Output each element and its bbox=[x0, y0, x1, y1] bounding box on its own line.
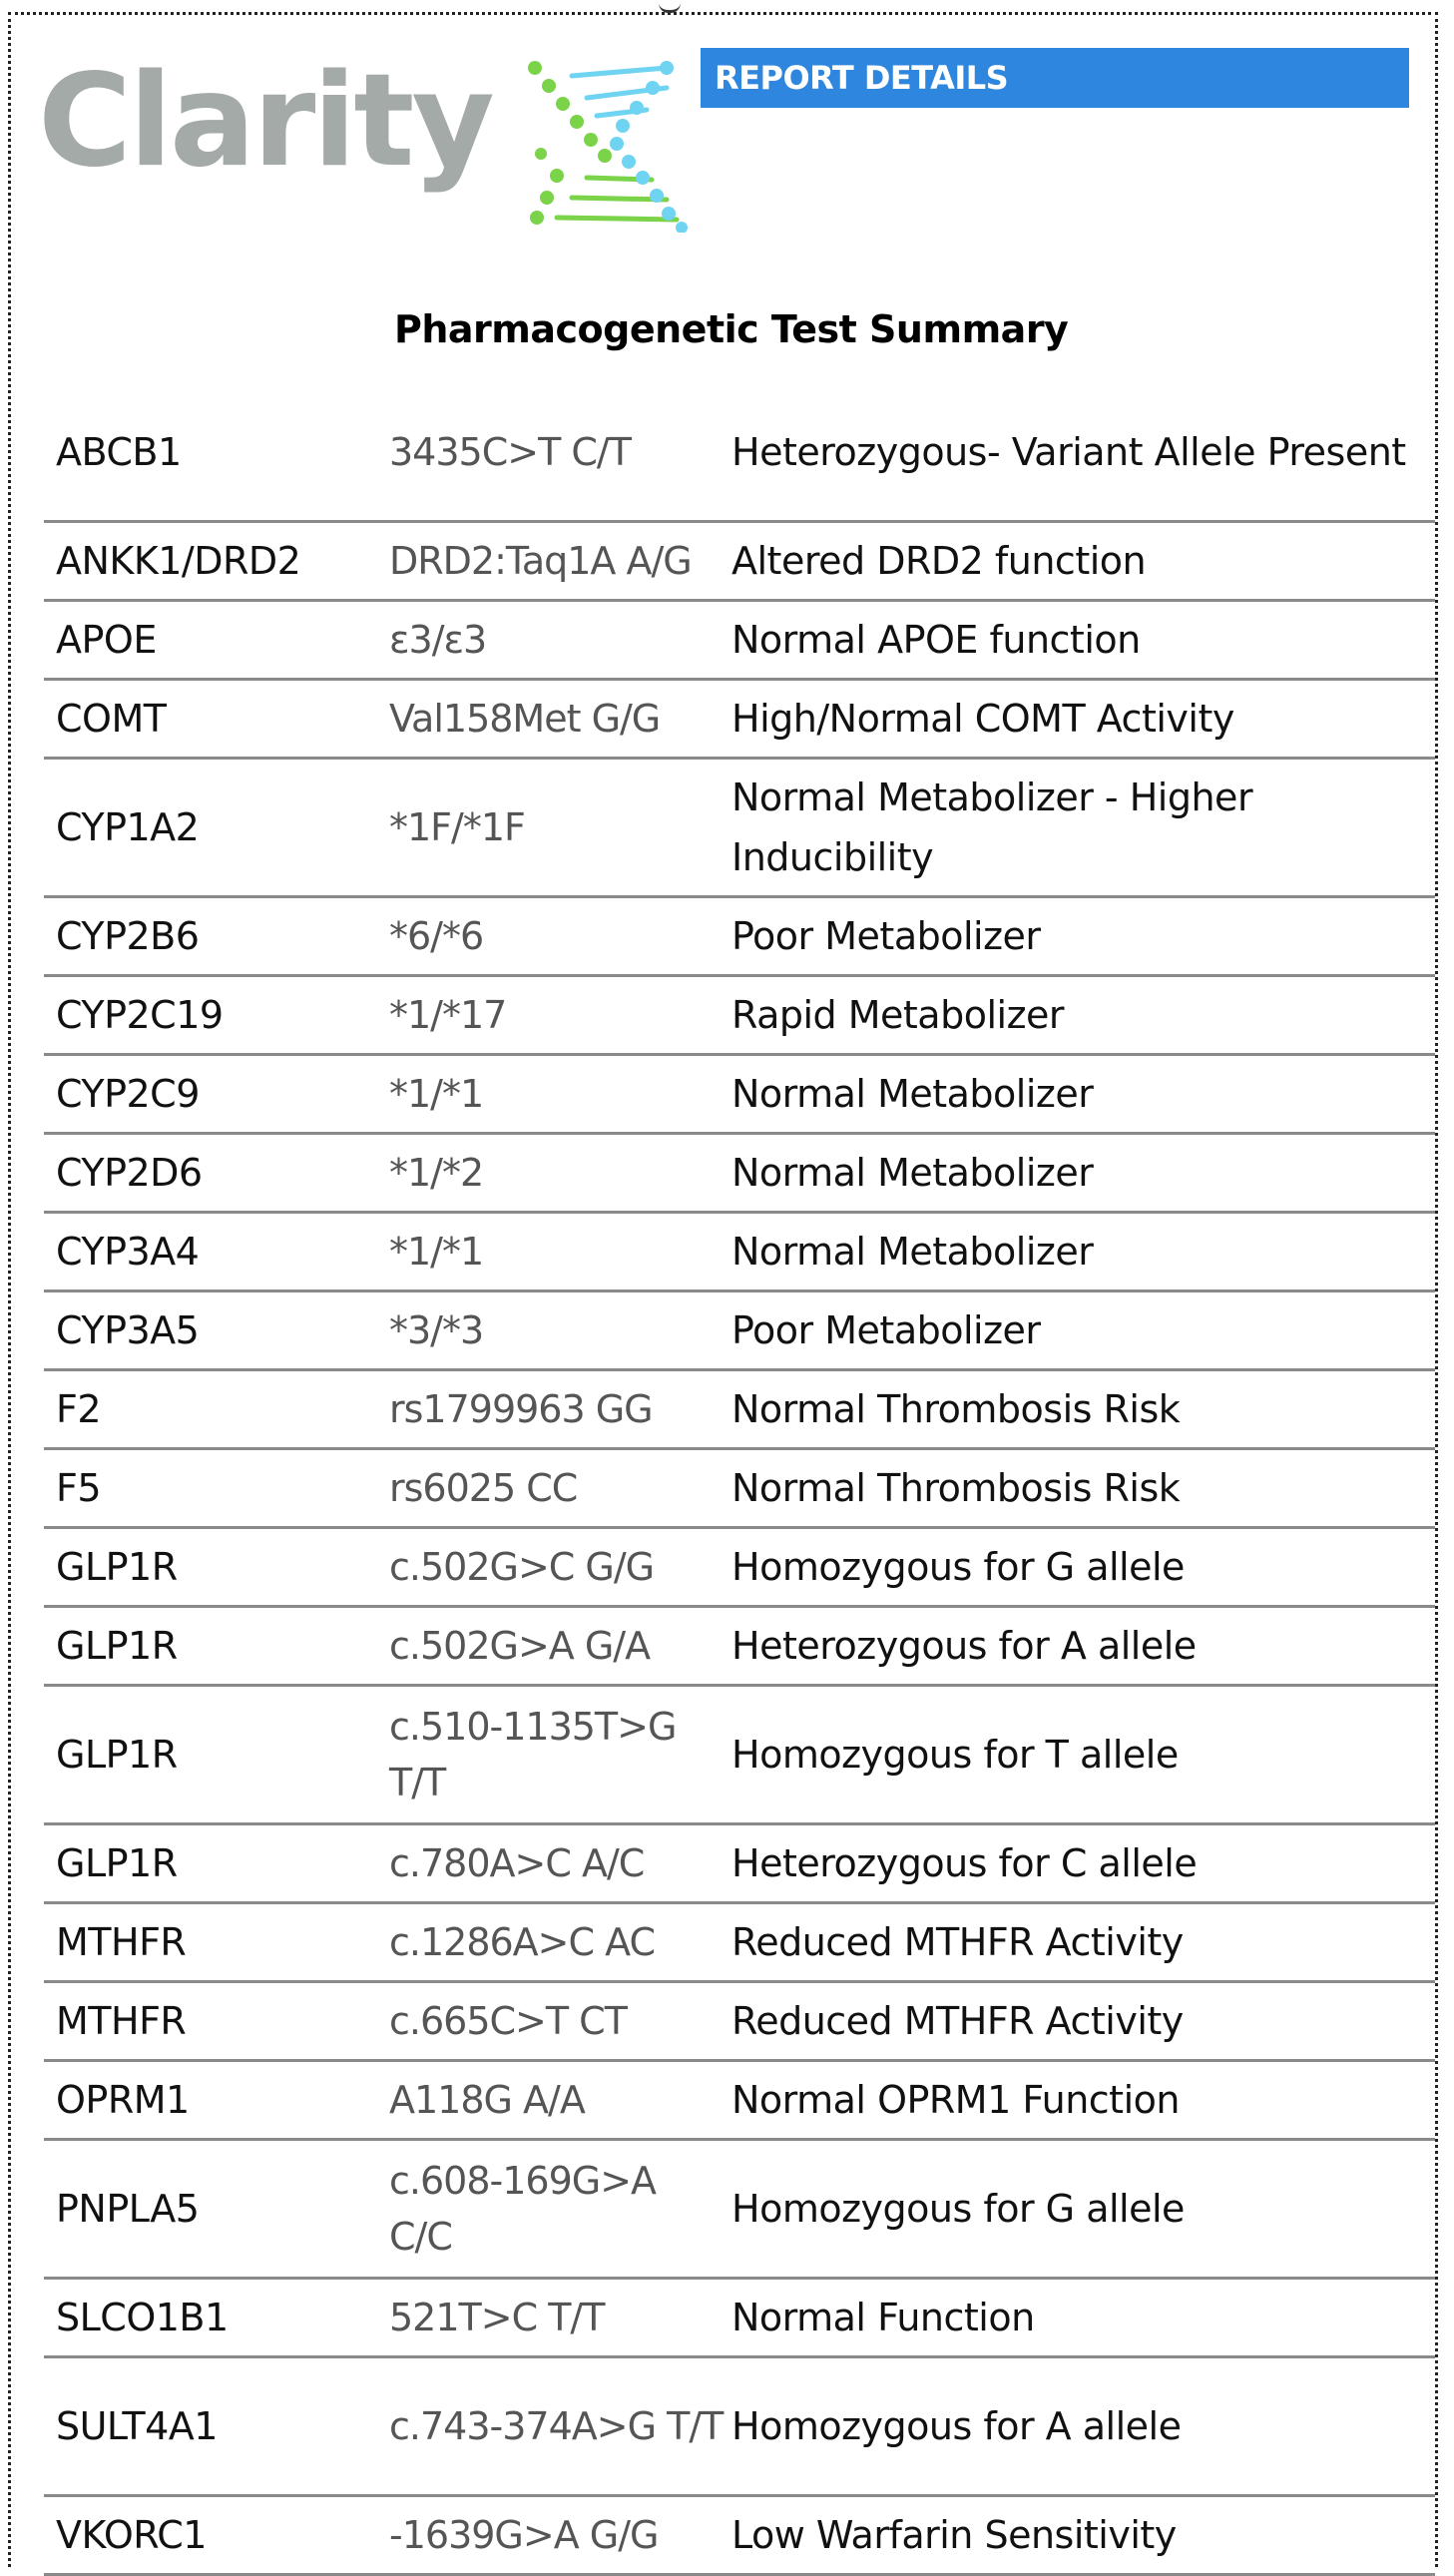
phenotype-cell: Poor Metabolizer bbox=[731, 914, 1041, 958]
genotype-cell: rs6025 CC bbox=[389, 1466, 578, 1510]
gene-cell: GLP1R bbox=[56, 1545, 178, 1589]
gene-cell: SULT4A1 bbox=[56, 2404, 218, 2448]
table-row bbox=[44, 760, 1435, 898]
gene-cell: GLP1R bbox=[56, 1733, 178, 1777]
genotype-cell: 3435C>T C/T bbox=[389, 430, 631, 474]
gene-cell: GLP1R bbox=[56, 1841, 178, 1885]
phenotype-cell: Heterozygous for A allele bbox=[731, 1624, 1197, 1668]
genotype-cell: c.510-1135T>G T/T bbox=[389, 1705, 677, 1804]
phenotype-cell: Normal Metabolizer - Higher Inducibility bbox=[731, 775, 1253, 879]
phenotype-cell: Homozygous for T allele bbox=[731, 1733, 1179, 1777]
genotype-cell: A118G A/A bbox=[389, 2078, 585, 2122]
gene-cell: ANKK1/DRD2 bbox=[56, 539, 301, 583]
gene-cell: OPRM1 bbox=[56, 2078, 190, 2122]
phenotype-cell: Homozygous for G allele bbox=[731, 1545, 1185, 1589]
table-row bbox=[44, 1608, 1435, 1687]
table-row bbox=[44, 1135, 1435, 1214]
gene-cell: CYP3A4 bbox=[56, 1230, 200, 1274]
genotype-cell: *1/*1 bbox=[389, 1230, 484, 1274]
genotype-cell: *3/*3 bbox=[389, 1308, 484, 1352]
gene-cell: GLP1R bbox=[56, 1624, 178, 1668]
phenotype-cell: Poor Metabolizer bbox=[731, 1308, 1041, 1352]
table-row bbox=[44, 1904, 1435, 1983]
dna-x-icon bbox=[517, 58, 717, 233]
table-row bbox=[44, 1450, 1435, 1529]
table-row bbox=[44, 2062, 1435, 2141]
phenotype-cell: Normal Metabolizer bbox=[731, 1151, 1094, 1195]
table-row bbox=[44, 1292, 1435, 1371]
genotype-cell: *6/*6 bbox=[389, 914, 484, 958]
table-row bbox=[44, 681, 1435, 760]
table-row bbox=[44, 384, 1435, 523]
table-row bbox=[44, 1825, 1435, 1904]
phenotype-cell: Reduced MTHFR Activity bbox=[731, 1999, 1184, 2043]
gene-cell: CYP3A5 bbox=[56, 1308, 200, 1352]
table-row bbox=[44, 2358, 1435, 2497]
logo-wordmark: Clarity bbox=[38, 47, 492, 196]
gene-cell: COMT bbox=[56, 697, 167, 741]
gene-cell: MTHFR bbox=[56, 1999, 187, 2043]
genotype-cell: ε3/ε3 bbox=[389, 618, 487, 662]
genotype-cell: c.502G>C G/G bbox=[389, 1545, 655, 1589]
genotype-cell: c.502G>A G/A bbox=[389, 1624, 651, 1668]
phenotype-cell: Normal Function bbox=[731, 2296, 1035, 2339]
gene-cell: CYP2C9 bbox=[56, 1072, 200, 1116]
genotype-cell: c.1286A>C AC bbox=[389, 1920, 655, 1964]
table-row bbox=[44, 2497, 1435, 2576]
gene-cell: ABCB1 bbox=[56, 430, 182, 474]
table-row bbox=[44, 1687, 1435, 1825]
genotype-cell: Val158Met G/G bbox=[389, 697, 661, 741]
gene-cell: F2 bbox=[56, 1387, 102, 1431]
phenotype-cell: Normal OPRM1 Function bbox=[731, 2078, 1180, 2122]
table-row bbox=[44, 1371, 1435, 1450]
gene-cell: CYP1A2 bbox=[56, 805, 200, 849]
phenotype-cell: Homozygous for G allele bbox=[731, 2187, 1185, 2231]
genotype-cell: -1639G>A G/G bbox=[389, 2513, 659, 2557]
phenotype-cell: Normal Metabolizer bbox=[731, 1072, 1094, 1116]
table-row bbox=[44, 898, 1435, 977]
genotype-cell: *1/*17 bbox=[389, 993, 507, 1037]
phenotype-cell: Low Warfarin Sensitivity bbox=[731, 2513, 1177, 2557]
table-row bbox=[44, 1983, 1435, 2062]
table-row bbox=[44, 2141, 1435, 2280]
phenotype-cell: Heterozygous- Variant Allele Present bbox=[731, 430, 1406, 474]
genotype-cell: c.743-374A>G T/T bbox=[389, 2404, 724, 2448]
gene-cell: CYP2D6 bbox=[56, 1151, 203, 1195]
clarityx-logo bbox=[38, 47, 677, 238]
genotype-cell: c.608-169G>A C/C bbox=[389, 2159, 657, 2259]
table-row bbox=[44, 1529, 1435, 1608]
table-row bbox=[44, 977, 1435, 1056]
genotype-cell: 521T>C T/T bbox=[389, 2296, 605, 2339]
phenotype-cell: Altered DRD2 function bbox=[731, 539, 1147, 583]
table-row bbox=[44, 523, 1435, 602]
gene-cell: MTHFR bbox=[56, 1920, 187, 1964]
genotype-cell: *1F/*1F bbox=[389, 805, 525, 849]
phenotype-cell: Normal Thrombosis Risk bbox=[731, 1387, 1181, 1431]
table-row bbox=[44, 1214, 1435, 1292]
table-row bbox=[44, 1056, 1435, 1135]
gene-cell: CYP2C19 bbox=[56, 993, 224, 1037]
gene-cell: SLCO1B1 bbox=[56, 2296, 229, 2339]
phenotype-cell: Homozygous for A allele bbox=[731, 2404, 1182, 2448]
table-title: Pharmacogenetic Test Summary bbox=[394, 307, 1069, 351]
genotype-cell: DRD2:Taq1A A/G bbox=[389, 539, 692, 583]
phenotype-cell: Normal Metabolizer bbox=[731, 1230, 1094, 1274]
table-row bbox=[44, 602, 1435, 681]
genotype-cell: c.780A>C A/C bbox=[389, 1841, 645, 1885]
phenotype-cell: Reduced MTHFR Activity bbox=[731, 1920, 1184, 1964]
phenotype-cell: Heterozygous for C allele bbox=[731, 1841, 1198, 1885]
phenotype-cell: Rapid Metabolizer bbox=[731, 993, 1065, 1037]
pgx-summary-table bbox=[44, 384, 1435, 2576]
genotype-cell: rs1799963 GG bbox=[389, 1387, 653, 1431]
report-details-header: REPORT DETAILS bbox=[701, 48, 1409, 108]
phenotype-cell: High/Normal COMT Activity bbox=[731, 697, 1234, 741]
genotype-cell: *1/*2 bbox=[389, 1151, 484, 1195]
genotype-cell: c.665C>T CT bbox=[389, 1999, 627, 2043]
table-row bbox=[44, 2280, 1435, 2358]
gene-cell: APOE bbox=[56, 618, 157, 662]
gene-cell: CYP2B6 bbox=[56, 914, 200, 958]
phenotype-cell: Normal APOE function bbox=[731, 618, 1141, 662]
gene-cell: F5 bbox=[56, 1466, 102, 1510]
gene-cell: VKORC1 bbox=[56, 2513, 207, 2557]
genotype-cell: *1/*1 bbox=[389, 1072, 484, 1116]
gene-cell: PNPLA5 bbox=[56, 2187, 200, 2231]
phenotype-cell: Normal Thrombosis Risk bbox=[731, 1466, 1181, 1510]
